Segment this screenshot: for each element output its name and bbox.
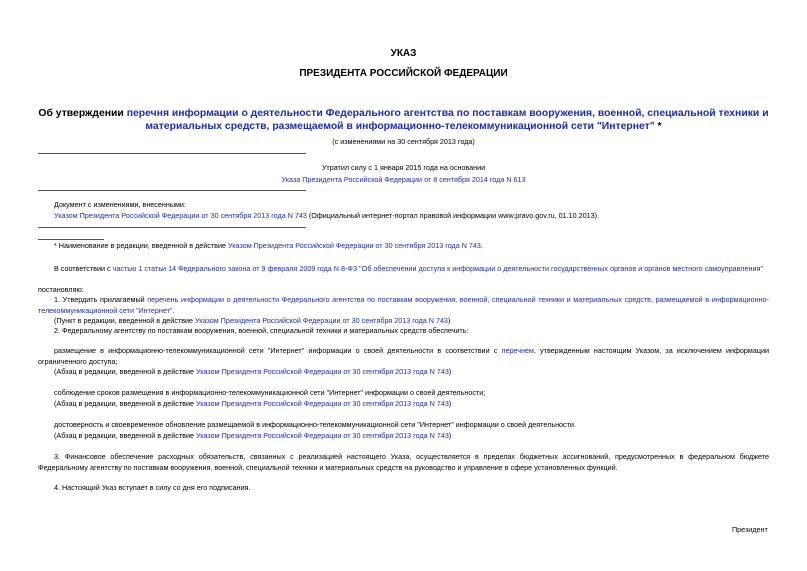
signature: Президент xyxy=(732,525,768,534)
note-suffix: ) xyxy=(447,316,451,325)
footnote xyxy=(54,241,483,251)
expired-decree-link[interactable]: Указа Президента Российской Федерации от 8 сентября 2014 года N 613 xyxy=(281,175,526,184)
expired-note: Утратил силу с 1 января 2015 года на основании xyxy=(321,163,486,172)
sub-item-2: соблюдение сроков размещения в информационно-телекоммуникационной сети "Интернет" информации о своей деятельности; xyxy=(54,388,486,397)
federal-law-link[interactable]: частью 1 статьи 14 Федерального закона от 9 февраля 2009 года N 8-ФЗ "Об обеспечении доступа к информации о деятельности государственных органов и органов местного самоуправления" xyxy=(112,264,763,273)
item-3: 3. Финансовое обеспечение расходных обязательств, связанных с реализацией настоящего Указа, осуществляется в пределах бюджетных ассигнований, предусмотренных в федеральном бюджете Федеральному агентству по поставкам вооружения, военной, специальной техники и материальных средств на руководство и управление в сфере установленных функций. xyxy=(38,452,769,472)
sub-item-3-note xyxy=(54,431,451,441)
item-1-note xyxy=(54,316,450,326)
note-prefix: (Абзац в редакции, введенной в действие xyxy=(54,431,196,440)
sub-item-1 xyxy=(38,346,769,367)
footnote-suffix: . xyxy=(480,241,483,250)
note-link[interactable]: Указом Президента Российской Федерации от 30 сентября 2013 года N 743 xyxy=(195,316,448,325)
sub-item-2-note xyxy=(54,399,451,409)
note-link[interactable]: Указом Президента Российской Федерации от 30 сентября 2013 года N 743 xyxy=(195,431,449,440)
footnote-divider xyxy=(38,239,104,240)
amend-decree-link[interactable]: Указом Президента Российской Федерации от 30 сентября 2013 года N 743 xyxy=(54,211,307,220)
document-type-title: УКАЗ xyxy=(390,48,417,59)
amend-doc-line xyxy=(54,211,599,221)
preamble xyxy=(54,264,763,274)
item-2: 2. Федеральному агентству по поставкам вооружения, военной, специальной техники и материальных средств обеспечить: xyxy=(54,326,469,335)
divider xyxy=(38,153,306,154)
note-suffix: ) xyxy=(448,399,452,408)
decree-word: постановляю: xyxy=(38,285,84,294)
note-link[interactable]: Указом Президента Российской Федерации от 30 сентября 2013 года N 743 xyxy=(195,367,449,376)
item-4: 4. Настоящий Указ вступает в силу со дня его подписания. xyxy=(54,483,251,492)
sub-item-1-note xyxy=(54,367,451,377)
item-1-prefix: 1. Утвердить прилагаемый xyxy=(54,295,148,304)
changes-note: (с изменениями на 30 сентября 2013 года) xyxy=(332,137,475,146)
footnote-prefix: * Наименование в редакции, введенной в действие xyxy=(54,241,229,250)
note-prefix: (Пункт в редакции, введенной в действие xyxy=(54,316,196,325)
list-ref-link[interactable]: перечнем xyxy=(501,346,534,355)
note-prefix: (Абзац в редакции, введенной в действие xyxy=(54,367,196,376)
note-link[interactable]: Указом Президента Российской Федерации от 30 сентября 2013 года N 743 xyxy=(195,399,449,408)
note-suffix: ) xyxy=(448,431,452,440)
note-prefix: (Абзац в редакции, введенной в действие xyxy=(54,399,196,408)
heading-link[interactable]: перечня информации о деятельности Федерального агентства по поставкам вооружения, военной, специальной техники и материальных средств, размещаемой в информационно-телекоммуникационной сети "Интернет" xyxy=(126,108,769,132)
heading-suffix: * xyxy=(654,121,662,132)
list-link[interactable]: перечень информации о деятельности Федерального агентства по поставкам вооружения, военной, специальной техники и материальных средств, размещаемой в информационно-телекоммуникационной сети "Интернет" xyxy=(38,295,769,315)
sub-item-3: достоверность и своевременное обновление размещаемой в информационно-телекоммуникационной сети "Интернет" информации о своей деятельности. xyxy=(54,420,576,429)
amend-doc-source: (Официальный интернет-портал правовой информации www.pravo.gov.ru, 01.10.2013). xyxy=(306,211,600,220)
sub-1-prefix: размещение в информационно-телекоммуникационной сети "Интернет" информации о своей деятельности в соответствии с xyxy=(54,346,502,355)
heading-prefix: Об утверждении xyxy=(38,108,127,119)
document-heading xyxy=(36,107,771,133)
amend-doc-label: Документ с изменениями, внесенными: xyxy=(54,200,186,209)
sub-1-suffix: , утвержденным настоящим Указом, за исключением информации ограниченного доступа; xyxy=(38,346,769,366)
preamble-prefix: В соответствии с xyxy=(54,264,113,273)
note-suffix: ) xyxy=(448,367,452,376)
item-1-suffix: . xyxy=(172,305,175,315)
item-1 xyxy=(38,295,769,316)
divider xyxy=(38,227,306,228)
divider xyxy=(38,190,306,191)
footnote-link[interactable]: Указом Президента Российской Федерации от 30 сентября 2013 года N 743 xyxy=(228,241,481,250)
issuer-title: ПРЕЗИДЕНТА РОССИЙСКОЙ ФЕДЕРАЦИИ xyxy=(299,68,508,79)
